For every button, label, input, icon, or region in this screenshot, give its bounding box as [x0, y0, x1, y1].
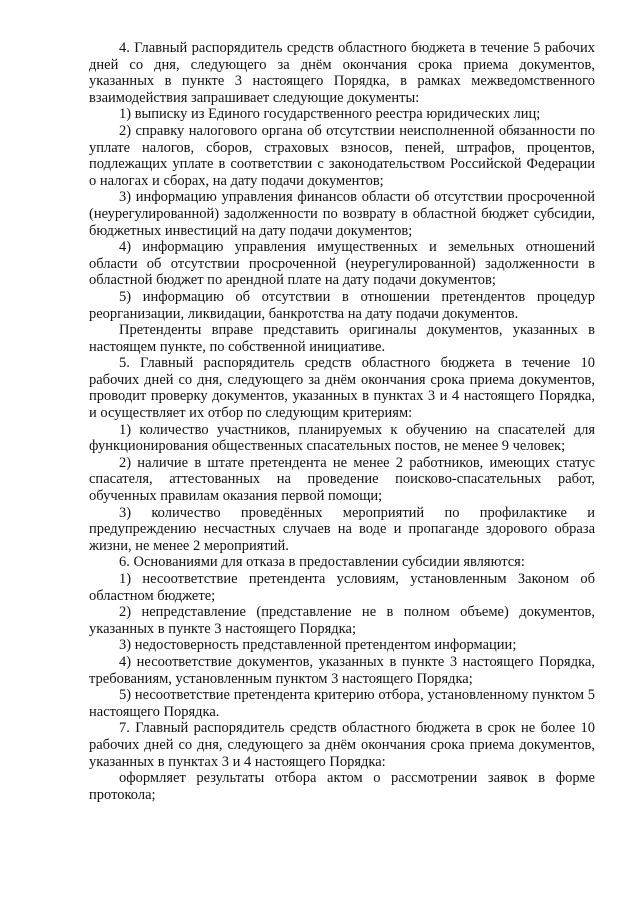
paragraph-4-item-3: 3) информацию управления финансов области об отсутствии просроченной (неурегулированной) задолженности по возврату в областной бюджет субсидии, бюджетных инвестиций на дату подачи документов; — [89, 189, 595, 239]
paragraph-5-intro: 5. Главный распорядитель средств областного бюджета в течение 10 рабочих дней со дня, следующего за днём окончания срока приема документов, проводит проверку документов, указанных в пунктах 3 и 4 настоящего Порядка, и осуществляет их отбор по следующим критериям: — [89, 355, 595, 422]
paragraph-7-intro: 7. Главный распорядитель средств областного бюджета в срок не более 10 рабочих дней со дня, следующего за днём окончания срока приема документов, указанных в пунктах 3 и 4 настоящего Порядка: — [89, 720, 595, 770]
paragraph-4-item-1: 1) выписку из Единого государственного реестра юридических лиц; — [119, 106, 541, 123]
paragraph-6-intro: 6. Основаниями для отказа в предоставлении субсидии являются: — [119, 554, 525, 571]
paragraph-4-item-4: 4) информацию управления имущественных и земельных отношений области об отсутствии просроченной (неурегулированной) задолженности в областной бюджет по арендной плате на дату подачи документов; — [89, 239, 595, 289]
paragraph-6-item-1: 1) несоответствие претендента условиям, установленным Законом об областном бюджете; — [89, 571, 595, 604]
paragraph-6-item-4: 4) несоответствие документов, указанных в пункте 3 настоящего Порядка, требованиям, установленным пунктом 3 настоящего Порядка; — [89, 653, 595, 687]
paragraph-4-item-5: 5) информацию об отсутствии в отношении претендентов процедур реорганизации, ликвидации, банкротства на дату подачи документов. — [89, 288, 595, 322]
paragraph-5-item-3: 3) количество проведённых мероприятий по профилактике и предупреждению несчастных случаев на воде и пропаганде здорового образа жизни, не менее 2 мероприятий. — [89, 504, 595, 554]
paragraph-4-intro: 4. Главный распорядитель средств областного бюджета в течение 5 рабочих дней со дня, следующего за днём окончания срока приема документов, указанных в пункте 3 настоящего Порядка, в рамках межведомственного взаимодействия запрашивает следующие документы: — [89, 40, 595, 106]
paragraph-5-item-1: 1) количество участников, планируемых к обучению на спасателей для функционирования общественных спасательных постов, не менее 9 человек; — [89, 421, 595, 455]
paragraph-5-item-2: 2) наличие в штате претендента не менее 2 работников, имеющих статус спасателя, аттестованных на проведение поисково-спасательных работ, обученных правилам оказания первой помощи; — [89, 454, 595, 505]
paragraph-6-item-2: 2) непредставление (представление не в полном объеме) документов, указанных в пункте 3 настоящего Порядка; — [89, 604, 595, 637]
paragraph-6-item-3: 3) недостоверность представленной претендентом информации; — [119, 637, 517, 654]
paragraph-4-note: Претенденты вправе представить оригиналы документов, указанных в настоящем пункте, по собственной инициативе. — [89, 322, 595, 355]
paragraph-7-item-1: оформляет результаты отбора актом о рассмотрении заявок в форме протокола; — [89, 770, 595, 803]
paragraph-6-item-5: 5) несоответствие претендента критерию отбора, установленному пунктом 5 настоящего Порядка. — [89, 687, 595, 720]
document-page — [89, 40, 595, 803]
paragraph-4-item-2: 2) справку налогового органа об отсутствии неисполненной обязанности по уплате налогов, сборов, страховых взносов, пеней, штрафов, процентов, подлежащих уплате в соответствии с законодательством Российской Федерации о налогах и сборах, на дату подачи документов; — [89, 122, 595, 189]
